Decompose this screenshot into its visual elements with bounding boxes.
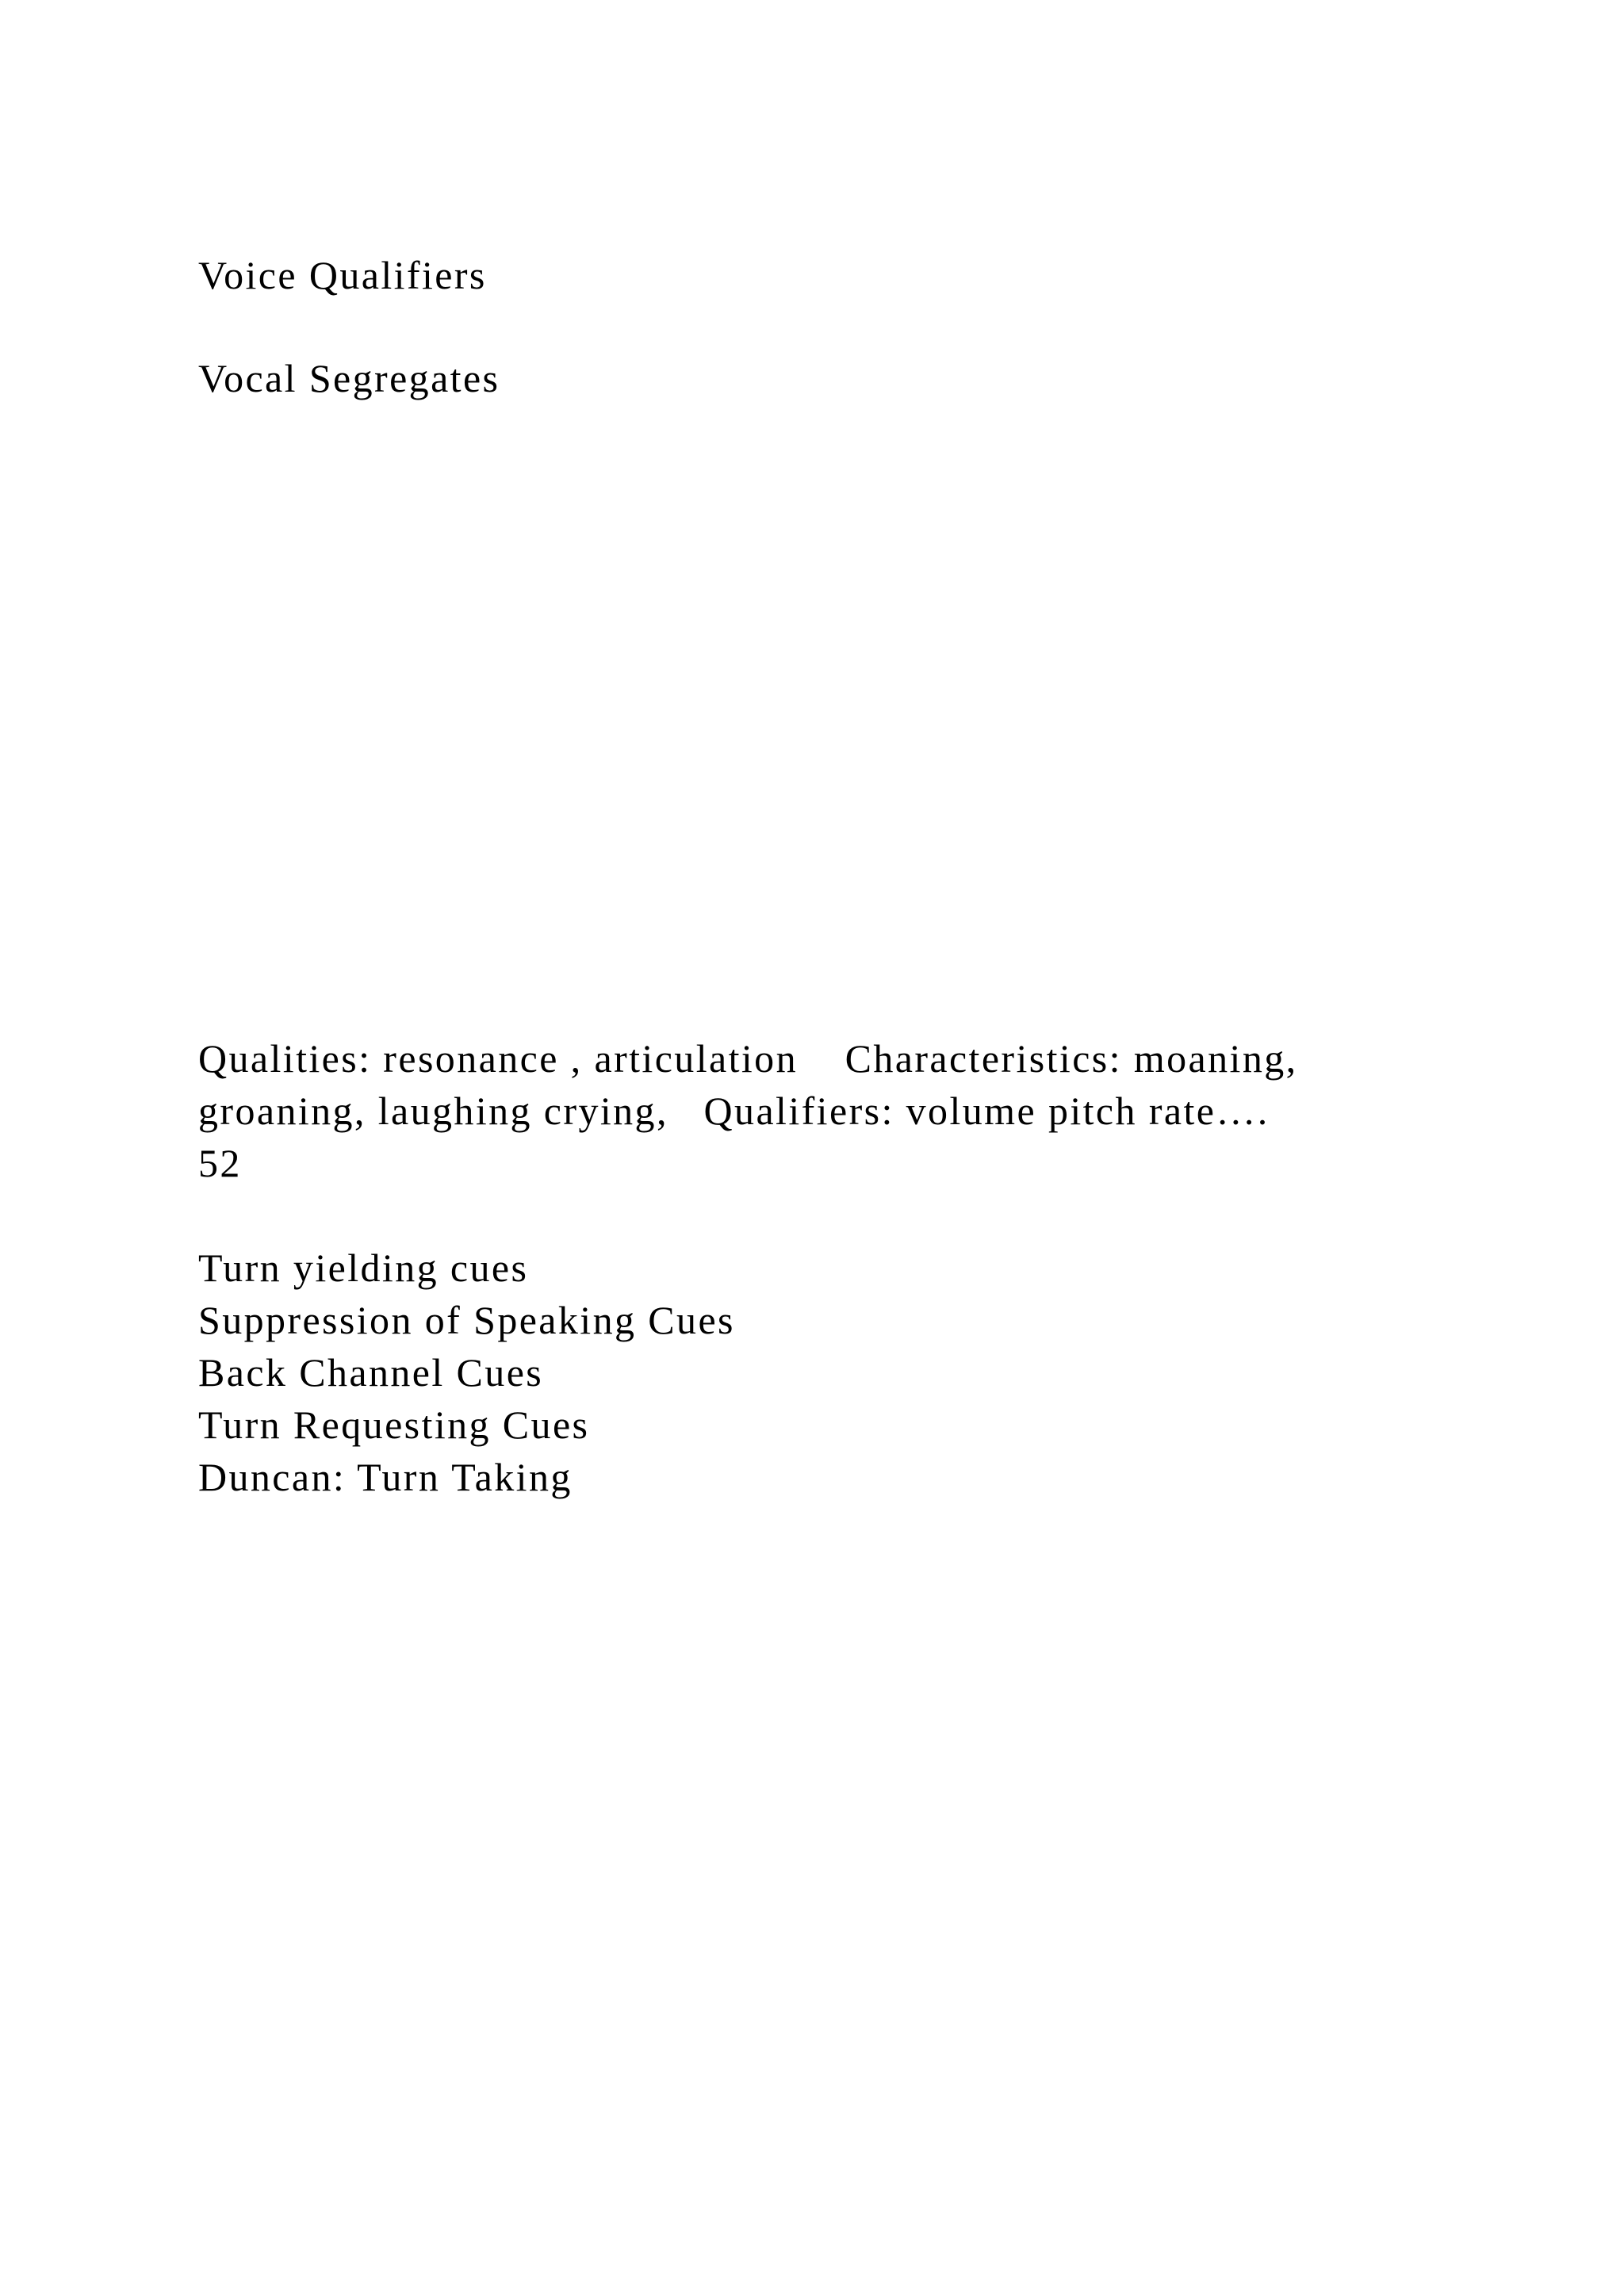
list-item-turn-yielding: Turn yielding cues (198, 1246, 529, 1290)
paragraph-line-1: Qualities: resonance , articulation Characteristics: moaning, (198, 1036, 1298, 1081)
heading-vocal-segregates: Vocal Segregates (198, 356, 500, 400)
list-item-turn-requesting: Turn Requesting Cues (198, 1402, 590, 1447)
heading-voice-qualifiers: Voice Qualifiers (198, 253, 487, 297)
list-item-suppression: Suppression of Speaking Cues (198, 1298, 735, 1342)
page-number-text: 52 (198, 1141, 242, 1185)
list-item-duncan: Duncan: Turn Taking (198, 1455, 573, 1499)
paragraph-line-2: groaning, laughing crying, Qualifiers: volume pitch rate…. (198, 1089, 1270, 1133)
list-item-back-channel: Back Channel Cues (198, 1350, 544, 1395)
